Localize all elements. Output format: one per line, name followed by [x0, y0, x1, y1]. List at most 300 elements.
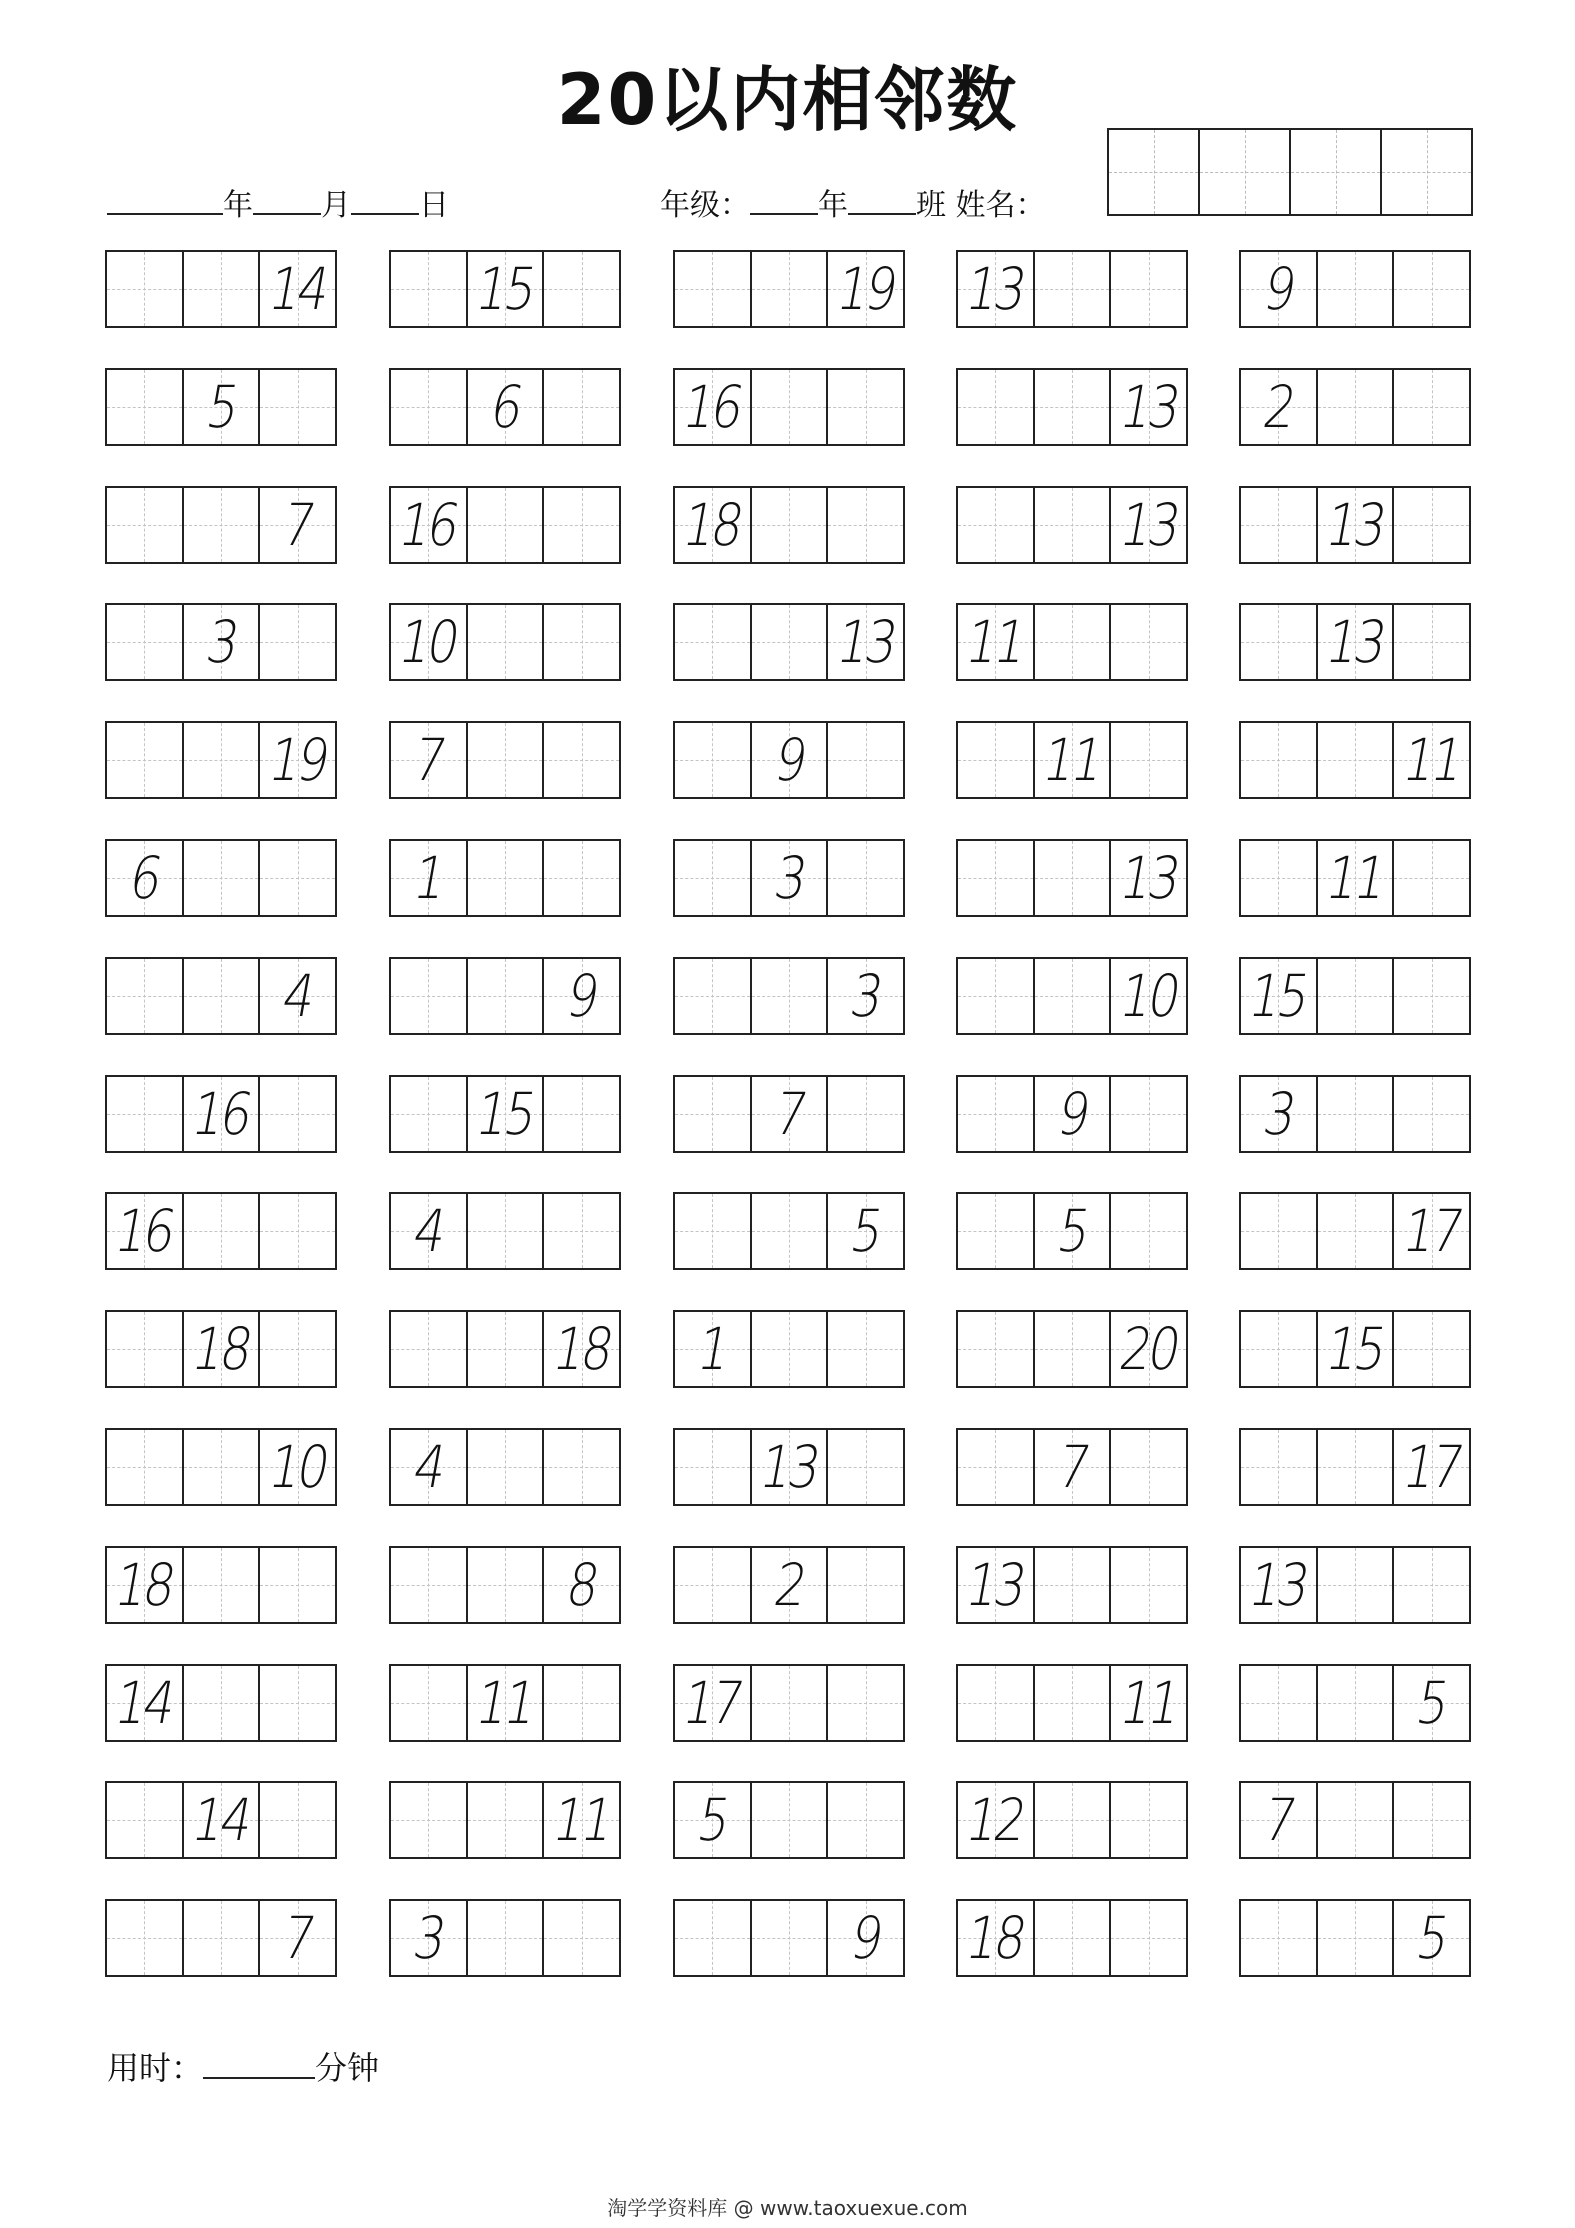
answer-cell[interactable]	[544, 1077, 619, 1151]
exercise-group	[956, 1899, 1188, 1977]
exercise-group	[956, 603, 1188, 681]
answer-cell[interactable]	[1035, 370, 1112, 444]
given-number-cell	[1318, 841, 1395, 915]
given-number-cell	[675, 488, 752, 562]
exercise-group	[673, 721, 905, 799]
answer-cell[interactable]	[1241, 605, 1318, 679]
given-number-cell	[752, 1430, 829, 1504]
given-number: 1	[408, 844, 449, 912]
given-number-cell	[1111, 370, 1186, 444]
answer-cell[interactable]	[107, 723, 184, 797]
answer-cell[interactable]	[752, 252, 829, 326]
answer-cell[interactable]	[675, 252, 752, 326]
given-number-cell	[1035, 723, 1112, 797]
answer-cell[interactable]	[184, 1548, 261, 1622]
exercise-group	[1239, 1899, 1471, 1977]
name-box[interactable]	[1382, 130, 1471, 214]
given-number: 5	[692, 1786, 733, 1854]
given-number: 8	[561, 1551, 602, 1619]
given-number: 9	[845, 1904, 886, 1972]
given-number: 7	[1258, 1786, 1299, 1854]
answer-cell[interactable]	[1241, 1194, 1318, 1268]
given-number: 5	[1411, 1904, 1452, 1972]
answer-cell[interactable]	[958, 1430, 1035, 1504]
answer-cell[interactable]	[1318, 1548, 1395, 1622]
given-number-cell	[391, 605, 468, 679]
answer-cell[interactable]	[828, 1548, 903, 1622]
given-number: 5	[1411, 1669, 1452, 1737]
answer-cell[interactable]	[675, 1430, 752, 1504]
given-number-cell	[260, 723, 335, 797]
answer-cell[interactable]	[958, 1077, 1035, 1151]
time-line	[107, 2043, 379, 2089]
answer-cell[interactable]	[260, 841, 335, 915]
exercise-group	[673, 1899, 905, 1977]
answer-cell[interactable]	[1394, 1548, 1469, 1622]
exercise-group	[956, 1664, 1188, 1742]
given-number: 13	[1244, 1551, 1313, 1619]
answer-cell[interactable]	[468, 1548, 545, 1622]
answer-cell[interactable]	[1035, 1783, 1112, 1857]
answer-cell[interactable]	[391, 1312, 468, 1386]
given-number-cell	[675, 1666, 752, 1740]
exercise-group	[105, 957, 337, 1035]
exercise-group	[673, 957, 905, 1035]
answer-cell[interactable]	[107, 1077, 184, 1151]
class-blank[interactable]	[848, 183, 916, 215]
answer-cell[interactable]	[1241, 488, 1318, 562]
given-number: 15	[471, 1080, 539, 1148]
answer-cell[interactable]	[1241, 723, 1318, 797]
grade-blank[interactable]	[750, 183, 818, 215]
answer-cell[interactable]	[752, 605, 829, 679]
given-number: 2	[1258, 373, 1299, 441]
answer-cell[interactable]	[107, 252, 184, 326]
exercise-group	[389, 1546, 621, 1624]
answer-cell[interactable]	[1111, 1783, 1186, 1857]
answer-cell[interactable]	[828, 370, 903, 444]
answer-cell[interactable]	[544, 1666, 619, 1740]
answer-cell[interactable]	[260, 1077, 335, 1151]
given-number: 9	[1052, 1080, 1092, 1148]
answer-cell[interactable]	[544, 1901, 619, 1975]
answer-cell[interactable]	[675, 1194, 752, 1268]
answer-cell[interactable]	[752, 959, 829, 1033]
answer-cell[interactable]	[1111, 252, 1186, 326]
given-number: 13	[961, 1551, 1030, 1619]
given-number-cell	[828, 1901, 903, 1975]
answer-cell[interactable]	[391, 959, 468, 1033]
answer-cell[interactable]	[107, 1430, 184, 1504]
answer-cell[interactable]	[1394, 841, 1469, 915]
given-number-cell	[1394, 723, 1469, 797]
given-number-cell	[260, 488, 335, 562]
answer-cell[interactable]	[260, 1312, 335, 1386]
exercise-group	[673, 486, 905, 564]
month-blank[interactable]	[253, 183, 321, 215]
given-number: 5	[201, 373, 241, 441]
answer-cell[interactable]	[1111, 1901, 1186, 1975]
answer-cell[interactable]	[675, 841, 752, 915]
answer-cell[interactable]	[1111, 1077, 1186, 1151]
answer-cell[interactable]	[1318, 1194, 1395, 1268]
given-number: 14	[187, 1786, 255, 1854]
exercise-group	[105, 368, 337, 446]
answer-cell[interactable]	[184, 252, 261, 326]
answer-cell[interactable]	[184, 723, 261, 797]
minutes-label: 分钟	[315, 2049, 380, 2087]
answer-cell[interactable]	[752, 1783, 829, 1857]
answer-cell[interactable]	[544, 370, 619, 444]
name-label: 姓名：	[955, 188, 1046, 223]
exercise-group	[673, 1310, 905, 1388]
answer-cell[interactable]	[1318, 1901, 1395, 1975]
answer-cell[interactable]	[958, 1194, 1035, 1268]
answer-cell[interactable]	[1241, 841, 1318, 915]
given-number-cell	[1241, 1548, 1318, 1622]
given-number-cell	[828, 959, 903, 1033]
answer-cell[interactable]	[1035, 488, 1112, 562]
exercise-group	[105, 721, 337, 799]
answer-cell[interactable]	[828, 1077, 903, 1151]
answer-cell[interactable]	[544, 605, 619, 679]
answer-cell[interactable]	[752, 370, 829, 444]
given-number-cell	[958, 605, 1035, 679]
answer-cell[interactable]	[675, 723, 752, 797]
answer-cell[interactable]	[260, 1194, 335, 1268]
given-number-cell	[260, 1901, 335, 1975]
answer-cell[interactable]	[1318, 959, 1395, 1033]
answer-cell[interactable]	[468, 1430, 545, 1504]
exercise-group	[673, 1075, 905, 1153]
answer-cell[interactable]	[828, 723, 903, 797]
answer-cell[interactable]	[107, 605, 184, 679]
answer-cell[interactable]	[184, 959, 261, 1033]
answer-cell[interactable]	[184, 488, 261, 562]
given-number: 5	[845, 1197, 886, 1265]
answer-cell[interactable]	[958, 841, 1035, 915]
date-line	[107, 180, 449, 224]
answer-cell[interactable]	[391, 1077, 468, 1151]
answer-cell[interactable]	[391, 370, 468, 444]
answer-cell[interactable]	[828, 1312, 903, 1386]
name-box[interactable]	[1291, 130, 1382, 214]
answer-cell[interactable]	[1394, 1783, 1469, 1857]
answer-cell[interactable]	[260, 1666, 335, 1740]
given-number: 7	[408, 726, 449, 794]
answer-cell[interactable]	[1241, 1666, 1318, 1740]
day-blank[interactable]	[351, 183, 419, 215]
answer-cell[interactable]	[1394, 370, 1469, 444]
answer-cell[interactable]	[260, 605, 335, 679]
answer-cell[interactable]	[544, 252, 619, 326]
answer-cell[interactable]	[1394, 488, 1469, 562]
given-number-cell	[184, 1312, 261, 1386]
answer-cell[interactable]	[1394, 252, 1469, 326]
answer-cell[interactable]	[958, 1312, 1035, 1386]
given-number-cell	[391, 488, 468, 562]
answer-cell[interactable]	[958, 488, 1035, 562]
answer-cell[interactable]	[1318, 370, 1395, 444]
answer-cell[interactable]	[468, 1783, 545, 1857]
given-number: 16	[678, 373, 747, 441]
given-number: 19	[831, 255, 900, 323]
answer-cell[interactable]	[958, 1666, 1035, 1740]
answer-cell[interactable]	[1318, 1077, 1395, 1151]
given-number-cell	[107, 1194, 184, 1268]
given-number-cell	[958, 252, 1035, 326]
answer-cell[interactable]	[468, 1901, 545, 1975]
exercise-group	[1239, 1310, 1471, 1388]
answer-cell[interactable]	[468, 488, 545, 562]
given-number-cell	[1111, 1312, 1186, 1386]
given-number: 7	[1052, 1433, 1092, 1501]
given-number: 13	[1321, 491, 1389, 559]
given-number: 16	[394, 491, 463, 559]
answer-cell[interactable]	[828, 488, 903, 562]
answer-cell[interactable]	[1111, 723, 1186, 797]
answer-cell[interactable]	[1035, 959, 1112, 1033]
answer-cell[interactable]	[260, 370, 335, 444]
given-number-cell	[1035, 1194, 1112, 1268]
answer-cell[interactable]	[391, 252, 468, 326]
answer-cell[interactable]	[468, 841, 545, 915]
given-number-cell	[1241, 959, 1318, 1033]
given-number-cell	[828, 1194, 903, 1268]
given-number-cell	[1111, 959, 1186, 1033]
given-number: 7	[277, 1904, 318, 1972]
answer-cell[interactable]	[828, 1783, 903, 1857]
answer-cell[interactable]	[1111, 1430, 1186, 1504]
name-box[interactable]	[1200, 130, 1291, 214]
answer-cell[interactable]	[1111, 1548, 1186, 1622]
given-number: 3	[845, 962, 886, 1030]
answer-cell[interactable]	[1035, 841, 1112, 915]
given-number-cell	[391, 841, 468, 915]
answer-cell[interactable]	[752, 1312, 829, 1386]
answer-cell[interactable]	[544, 723, 619, 797]
given-number: 18	[961, 1904, 1030, 1972]
exercise-group	[389, 1075, 621, 1153]
answer-cell[interactable]	[752, 488, 829, 562]
answer-cell[interactable]	[391, 1666, 468, 1740]
time-label: 用时：	[107, 2049, 204, 2087]
exercise-group	[389, 1310, 621, 1388]
exercise-group	[105, 1546, 337, 1624]
month-label: 月	[321, 188, 351, 223]
answer-cell[interactable]	[675, 605, 752, 679]
answer-cell[interactable]	[107, 959, 184, 1033]
answer-cell[interactable]	[1318, 1666, 1395, 1740]
given-number: 17	[1397, 1197, 1466, 1265]
answer-cell[interactable]	[675, 959, 752, 1033]
exercise-group	[956, 1310, 1188, 1388]
answer-cell[interactable]	[107, 488, 184, 562]
grade-year-label: 年	[818, 188, 848, 223]
answer-cell[interactable]	[1035, 1666, 1112, 1740]
answer-cell[interactable]	[1241, 1901, 1318, 1975]
name-boxes[interactable]	[1107, 128, 1473, 216]
exercise-group	[1239, 1075, 1471, 1153]
answer-cell[interactable]	[260, 1548, 335, 1622]
given-number: 16	[187, 1080, 255, 1148]
answer-cell[interactable]	[107, 1312, 184, 1386]
answer-cell[interactable]	[468, 605, 545, 679]
answer-cell[interactable]	[107, 370, 184, 444]
exercise-group	[1239, 250, 1471, 328]
exercise-group	[105, 1664, 337, 1742]
exercise-group	[105, 486, 337, 564]
given-number-cell	[1318, 488, 1395, 562]
given-number-cell	[675, 1783, 752, 1857]
exercise-group	[105, 1428, 337, 1506]
answer-cell[interactable]	[1035, 1312, 1112, 1386]
given-number: 14	[263, 255, 332, 323]
given-number: 14	[110, 1669, 179, 1737]
given-number: 9	[769, 726, 809, 794]
answer-cell[interactable]	[391, 1548, 468, 1622]
given-number-cell	[1111, 841, 1186, 915]
answer-cell[interactable]	[260, 1783, 335, 1857]
answer-cell[interactable]	[544, 1194, 619, 1268]
given-number-cell	[1318, 1312, 1395, 1386]
answer-cell[interactable]	[1394, 959, 1469, 1033]
answer-cell[interactable]	[1111, 1194, 1186, 1268]
answer-cell[interactable]	[828, 1666, 903, 1740]
exercise-group	[1239, 1192, 1471, 1270]
given-number-cell	[260, 252, 335, 326]
given-number-cell	[468, 252, 545, 326]
given-number-cell	[1394, 1430, 1469, 1504]
exercise-group	[389, 1664, 621, 1742]
given-number-cell	[752, 1548, 829, 1622]
answer-cell[interactable]	[1318, 252, 1395, 326]
answer-cell[interactable]	[107, 1783, 184, 1857]
answer-cell[interactable]	[468, 959, 545, 1033]
exercise-group	[105, 250, 337, 328]
given-number-cell	[1241, 252, 1318, 326]
grade-label: 年级：	[660, 188, 750, 223]
given-number-cell	[1318, 605, 1395, 679]
answer-cell[interactable]	[752, 1666, 829, 1740]
answer-cell[interactable]	[544, 841, 619, 915]
given-number-cell	[1111, 488, 1186, 562]
given-number: 4	[408, 1197, 449, 1265]
given-number: 11	[1038, 726, 1106, 794]
answer-cell[interactable]	[1035, 1548, 1112, 1622]
given-number: 5	[1052, 1197, 1092, 1265]
answer-cell[interactable]	[1318, 1430, 1395, 1504]
class-label: 班	[916, 188, 946, 223]
answer-cell[interactable]	[1241, 1312, 1318, 1386]
answer-cell[interactable]	[675, 1077, 752, 1151]
given-number: 15	[1321, 1315, 1389, 1383]
given-number-cell	[1241, 1077, 1318, 1151]
exercise-group	[673, 603, 905, 681]
given-number-cell	[1241, 370, 1318, 444]
answer-cell[interactable]	[184, 1901, 261, 1975]
answer-cell[interactable]	[752, 1194, 829, 1268]
exercise-group	[1239, 486, 1471, 564]
given-number: 11	[1114, 1669, 1183, 1737]
answer-cell[interactable]	[1035, 252, 1112, 326]
answer-cell[interactable]	[468, 723, 545, 797]
given-number-cell	[391, 1194, 468, 1268]
answer-cell[interactable]	[184, 1194, 261, 1268]
given-number: 18	[187, 1315, 255, 1383]
given-number: 9	[1258, 255, 1299, 323]
answer-cell[interactable]	[1318, 1783, 1395, 1857]
answer-cell[interactable]	[828, 1430, 903, 1504]
answer-cell[interactable]	[1394, 1077, 1469, 1151]
answer-cell[interactable]	[1035, 1901, 1112, 1975]
answer-cell[interactable]	[675, 1548, 752, 1622]
exercise-group	[1239, 839, 1471, 917]
answer-cell[interactable]	[468, 1312, 545, 1386]
answer-cell[interactable]	[468, 1194, 545, 1268]
given-number: 18	[110, 1551, 179, 1619]
grade-line	[660, 180, 1046, 224]
given-number: 13	[1114, 491, 1183, 559]
exercise-group	[956, 486, 1188, 564]
answer-cell[interactable]	[1241, 1430, 1318, 1504]
answer-cell[interactable]	[958, 370, 1035, 444]
given-number-cell	[1111, 1666, 1186, 1740]
given-number: 3	[201, 608, 241, 676]
answer-cell[interactable]	[544, 488, 619, 562]
answer-cell[interactable]	[1111, 605, 1186, 679]
given-number: 15	[1244, 962, 1313, 1030]
given-number-cell	[1394, 1666, 1469, 1740]
given-number-cell	[958, 1901, 1035, 1975]
time-blank[interactable]	[203, 2047, 315, 2079]
answer-cell[interactable]	[1394, 605, 1469, 679]
given-number: 9	[561, 962, 602, 1030]
answer-cell[interactable]	[958, 723, 1035, 797]
answer-cell[interactable]	[1318, 723, 1395, 797]
answer-cell[interactable]	[958, 959, 1035, 1033]
exercise-group	[389, 603, 621, 681]
answer-cell[interactable]	[544, 1430, 619, 1504]
exercise-group	[1239, 1664, 1471, 1742]
given-number-cell	[544, 959, 619, 1033]
exercise-group	[956, 1546, 1188, 1624]
answer-cell[interactable]	[752, 1901, 829, 1975]
answer-cell[interactable]	[184, 841, 261, 915]
given-number: 7	[277, 491, 318, 559]
answer-cell[interactable]	[828, 841, 903, 915]
answer-cell[interactable]	[184, 1666, 261, 1740]
answer-cell[interactable]	[1394, 1312, 1469, 1386]
given-number: 13	[831, 608, 900, 676]
given-number-cell	[752, 1077, 829, 1151]
answer-cell[interactable]	[107, 1901, 184, 1975]
given-number: 13	[1321, 608, 1389, 676]
answer-cell[interactable]	[391, 1783, 468, 1857]
given-number: 3	[769, 844, 809, 912]
given-number-cell	[260, 959, 335, 1033]
given-number: 18	[678, 491, 747, 559]
year-blank[interactable]	[107, 183, 223, 215]
answer-cell[interactable]	[184, 1430, 261, 1504]
name-box[interactable]	[1109, 130, 1200, 214]
answer-cell[interactable]	[675, 1901, 752, 1975]
given-number: 16	[110, 1197, 179, 1265]
given-number: 4	[277, 962, 318, 1030]
answer-cell[interactable]	[1035, 605, 1112, 679]
given-number-cell	[107, 1666, 184, 1740]
given-number: 7	[769, 1080, 809, 1148]
